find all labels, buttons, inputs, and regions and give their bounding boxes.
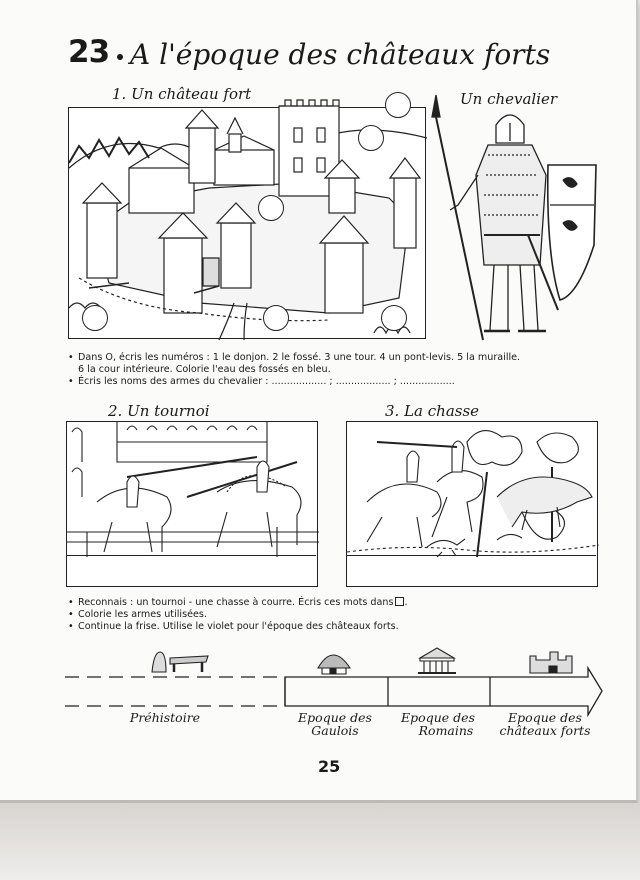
- castle-answer-circle-6[interactable]: [381, 305, 407, 331]
- temple-icon: [418, 648, 456, 673]
- instruction-recognize: Reconnais : un tournoi - une chasse à courre. Écris ces mots dans: [78, 597, 394, 608]
- instruction-number-circles: Dans O, écris les numéros : 1 le donjon. 2 le fossé. 3 une tour. 4 un pont-levis. 5 la muraille.: [78, 352, 521, 363]
- instructions-part-2: • Reconnais : un tournoi - une chasse à courre. Écris ces mots dans . • Colorie les armes utilisées. • Continue la frise. Utilise le violet pour l'époque des châteaux forts.: [68, 597, 408, 632]
- castle-answer-circle-2[interactable]: [358, 125, 384, 151]
- hunt-answer-box[interactable]: [347, 555, 596, 586]
- lesson-number: 23: [68, 34, 110, 70]
- instruction-timeline: Continue la frise. Utilise le violet pour l'époque des châteaux forts.: [78, 621, 399, 632]
- timeline-era-label-romains: Epoque des Romains: [401, 710, 475, 738]
- timeline-era-label-chateaux-forts: Epoque des châteaux forts: [499, 710, 591, 738]
- lesson-title: A l'époque des châteaux forts: [130, 38, 551, 71]
- instruction-color-moat: 6 la cour intérieure. Colorie l'eau des fossés en bleu.: [78, 364, 331, 375]
- castle-answer-circle-5[interactable]: [263, 305, 289, 331]
- knight-drawing: [428, 95, 608, 345]
- hut-icon: [318, 655, 350, 674]
- castle-answer-circle-3[interactable]: [258, 195, 284, 221]
- timeline-era-label-prehistory: Préhistoire: [129, 710, 201, 725]
- hunt-illustration-frame: [346, 421, 598, 587]
- castle-answer-circle-1[interactable]: [385, 92, 411, 118]
- tournament-illustration-frame: [66, 421, 318, 587]
- tournament-answer-box[interactable]: [67, 555, 316, 586]
- knight-section-label: Un chevalier: [460, 90, 558, 108]
- hunt-drawing: [347, 422, 599, 557]
- instruction-knight-weapons: Écris les noms des armes du chevalier : .................. ; .................. ; ..................: [78, 376, 455, 387]
- scan-background: [0, 803, 640, 880]
- instructions-part-1: • Dans O, écris les numéros : 1 le donjon. 2 le fossé. 3 une tour. 4 un pont-levis. 5 la muraille. 6 la cour intérieure. Colorie l'eau des fossés en bleu. • Écris les noms des armes du chevalier : .................. ; .................. ; ..................: [68, 352, 521, 387]
- castle-answer-circle-4[interactable]: [82, 305, 108, 331]
- tournament-section-label: 2. Un tournoi: [108, 402, 210, 420]
- page-number: 25: [318, 757, 341, 776]
- instruction-color-weapons: Colorie les armes utilisées.: [78, 609, 207, 620]
- hunt-section-label: 3. La chasse: [385, 402, 480, 420]
- castle-section-label: 1. Un château fort: [108, 85, 255, 103]
- castle-icon: [530, 652, 572, 673]
- tournament-drawing: [67, 422, 319, 557]
- dolmen-icon: [152, 652, 208, 672]
- timeline-era-label-gaulois: Epoque des Gaulois: [298, 710, 372, 738]
- timeline-frieze[interactable]: [60, 636, 620, 756]
- title-bullet: [117, 54, 123, 60]
